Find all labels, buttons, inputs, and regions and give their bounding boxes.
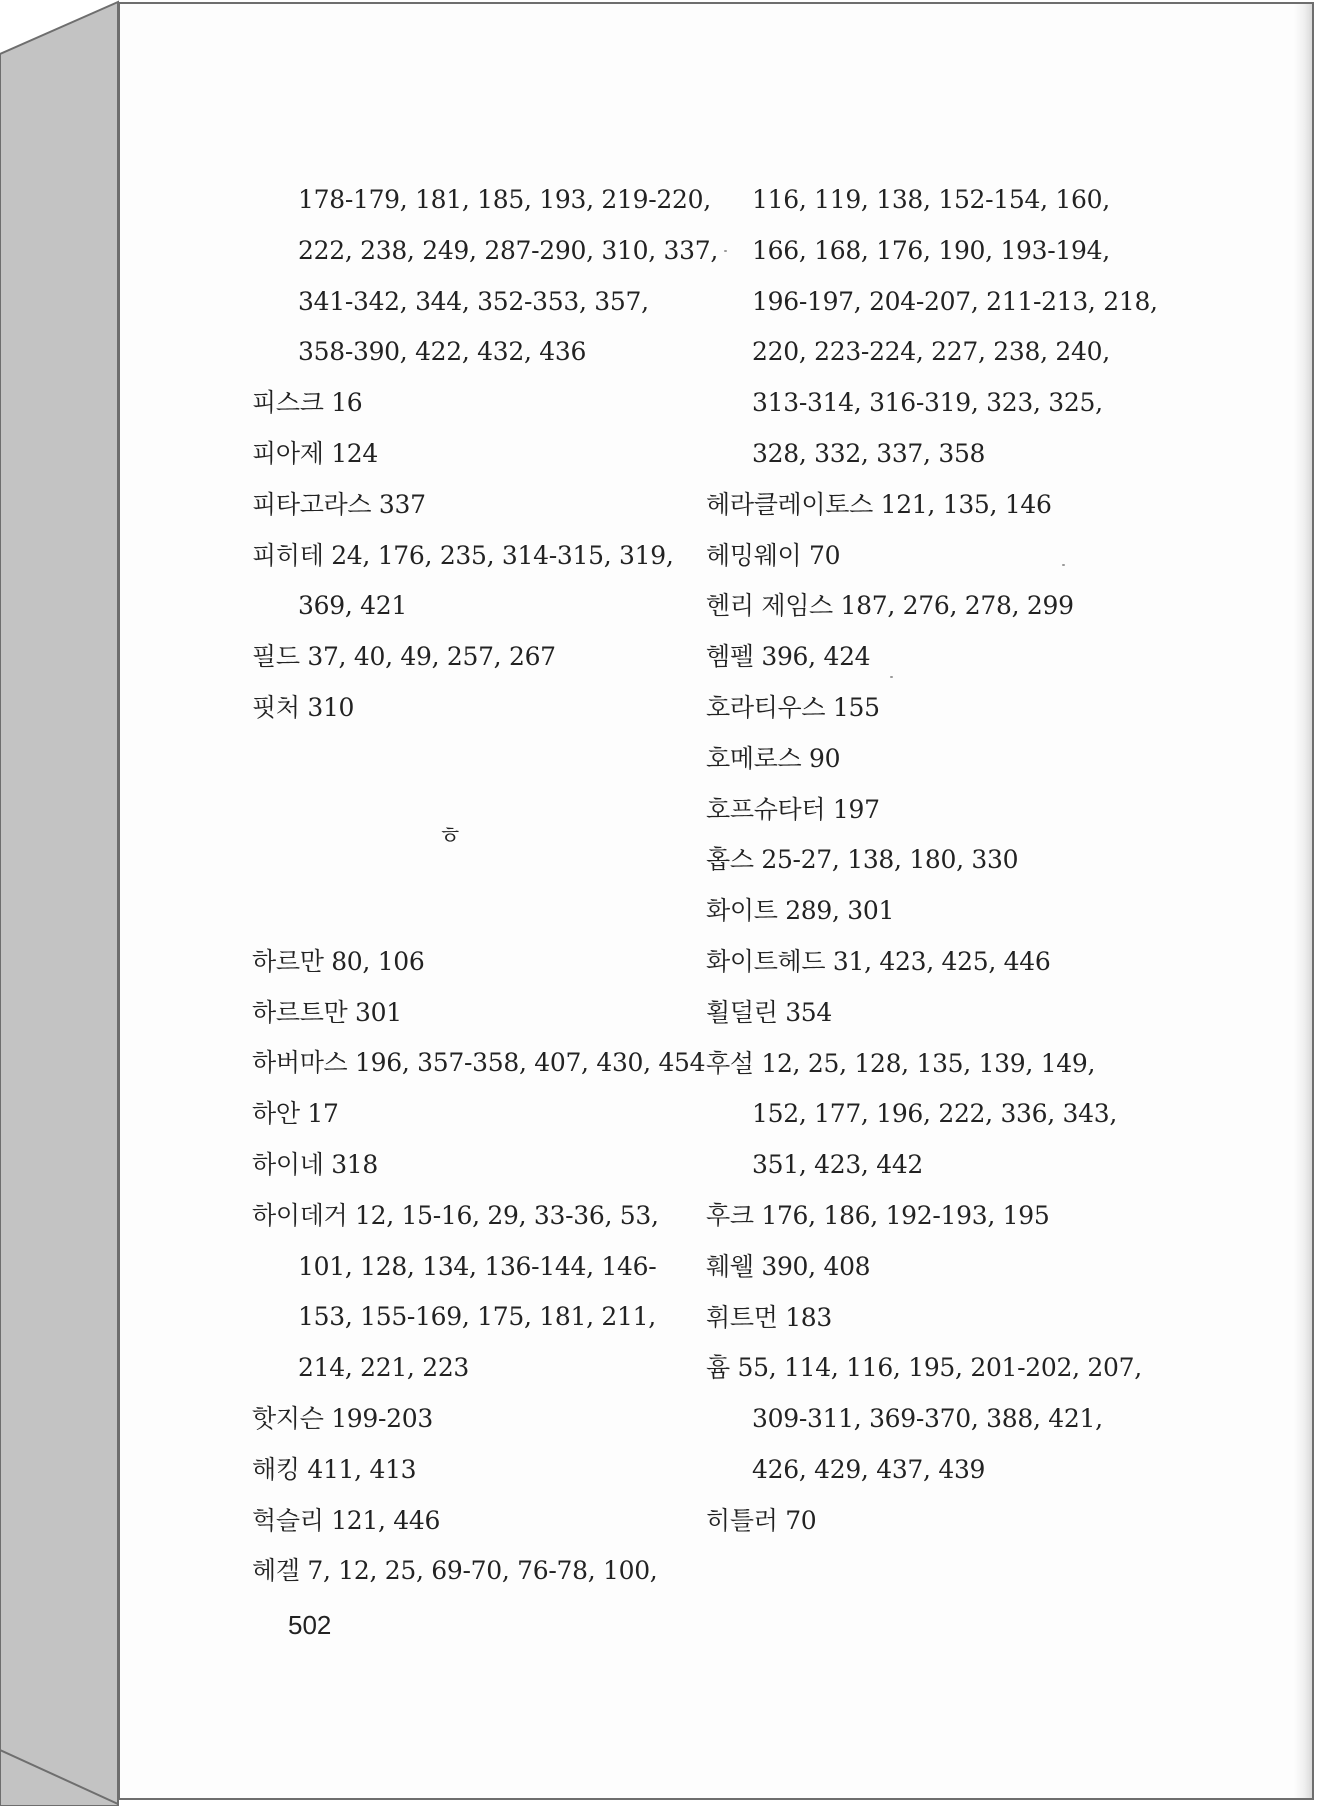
index-continuation-line: 166, 168, 176, 190, 193-194, — [752, 235, 1110, 265]
index-entry: 헤밍웨이 70 — [706, 540, 841, 570]
index-column-left — [252, 175, 718, 1597]
index-continuation-line: 178-179, 181, 185, 193, 219-220, — [298, 185, 711, 214]
section-heading: ㅎ — [437, 820, 463, 850]
index-entry: 홉스 25-27, 138, 180, 330 — [706, 845, 1019, 875]
index-entry: 하르트만 301 — [252, 997, 402, 1027]
index-entry: 호라티우스 155 — [706, 692, 880, 722]
index-continuation-line: 220, 223-224, 227, 238, 240, — [752, 337, 1110, 367]
index-continuation-line: 153, 155-169, 175, 181, 211, — [298, 1302, 656, 1332]
page-number: 502 — [288, 1610, 332, 1640]
index-entry: 히틀러 70 — [706, 1505, 817, 1535]
index-continuation-line: 196-197, 204-207, 211-213, 218, — [752, 286, 1158, 316]
page-edge-shadow — [1294, 4, 1312, 1798]
index-entry: 하안 17 — [252, 1099, 339, 1129]
index-continuation-line: 222, 238, 249, 287-290, 310, 337, — [298, 235, 718, 265]
index-entry: 핏처 310 — [252, 692, 355, 722]
index-entry: 화이트 289, 301 — [706, 896, 895, 926]
index-entry: 피히테 24, 176, 235, 314-315, 319, — [252, 540, 674, 570]
index-entry: 해킹 411, 413 — [252, 1454, 417, 1484]
index-entry: 헤겔 7, 12, 25, 69-70, 76-78, 100, — [252, 1556, 658, 1586]
index-continuation-line: 426, 429, 437, 439 — [752, 1454, 986, 1484]
index-entry: 흄 55, 114, 116, 195, 201-202, 207, — [706, 1353, 1142, 1383]
index-entry: 헴펠 396, 424 — [706, 642, 871, 672]
index-continuation-line: 152, 177, 196, 222, 336, 343, — [752, 1099, 1118, 1129]
index-entry: 피타고라스 337 — [252, 489, 426, 519]
index-continuation-line: 358-390, 422, 432, 436 — [298, 337, 587, 367]
index-entry: 피스크 16 — [252, 388, 363, 418]
index-entry: 훼웰 390, 408 — [706, 1251, 871, 1281]
index-entry: 호메로스 90 — [706, 743, 841, 773]
index-entry: 헤라클레이토스 121, 135, 146 — [706, 489, 1052, 519]
index-entry: 필드 37, 40, 49, 257, 267 — [252, 642, 556, 672]
index-continuation-line: 101, 128, 134, 136-144, 146- — [298, 1251, 657, 1281]
index-entry: 후설 12, 25, 128, 135, 139, 149, — [706, 1048, 1096, 1078]
index-entry: 하이데거 12, 15-16, 29, 33-36, 53, — [252, 1200, 659, 1230]
index-continuation-line: 351, 423, 442 — [752, 1150, 924, 1180]
index-continuation-line: 328, 332, 337, 358 — [752, 438, 986, 468]
index-continuation-line: 214, 221, 223 — [298, 1353, 470, 1383]
index-entry: 피아제 124 — [252, 438, 379, 468]
index-entry: 하이네 318 — [252, 1149, 379, 1179]
index-entry: 하버마스 196, 357-358, 407, 430, 454 — [252, 1048, 706, 1078]
index-column-right — [706, 175, 1246, 1547]
index-entry: 횔덜린 354 — [706, 997, 833, 1027]
index-entry: 핫지슨 199-203 — [252, 1403, 433, 1433]
index-page — [118, 2, 1314, 1800]
index-continuation-line: 341-342, 344, 352-353, 357, — [298, 286, 649, 316]
index-continuation-line: 116, 119, 138, 152-154, 160, — [752, 185, 1110, 214]
book-spine-side — [0, 0, 120, 1806]
index-entry: 헨리 제임스 187, 276, 278, 299 — [706, 591, 1074, 621]
index-entry: 휘트먼 183 — [706, 1302, 833, 1332]
index-entry: 화이트헤드 31, 423, 425, 446 — [706, 946, 1051, 976]
index-entry: 후크 176, 186, 192-193, 195 — [706, 1200, 1050, 1230]
index-entry: 하르만 80, 106 — [252, 946, 425, 976]
index-continuation-line: 309-311, 369-370, 388, 421, — [752, 1404, 1103, 1434]
index-continuation-line: 369, 421 — [298, 591, 407, 621]
index-continuation-line: 313-314, 316-319, 323, 325, — [752, 388, 1103, 418]
index-entry: 호프슈타터 197 — [706, 794, 880, 824]
index-entry: 헉슬리 121, 446 — [252, 1505, 441, 1535]
